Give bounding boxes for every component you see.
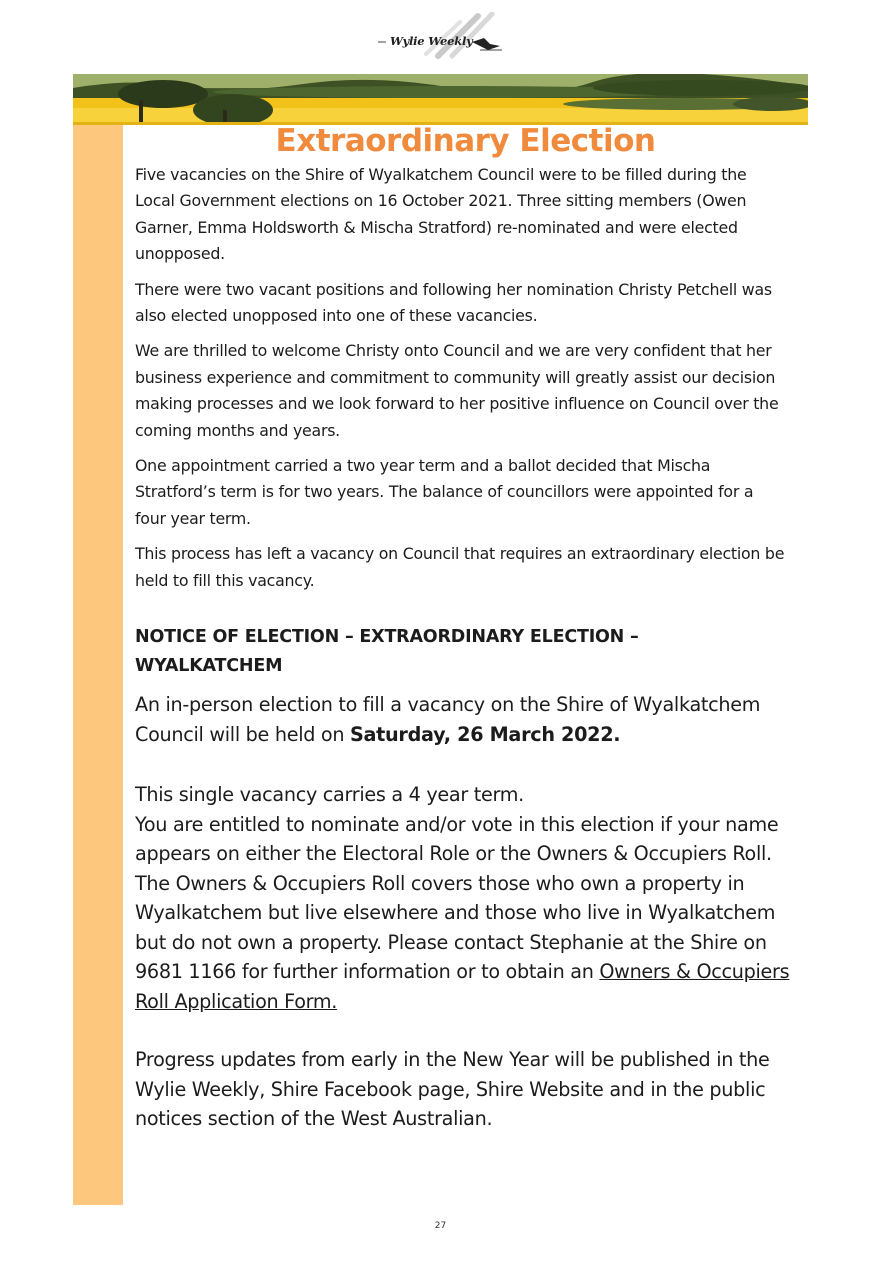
paragraph: This process has left a vacancy on Council that requires an extraordinary election be held to fill this vacancy.	[135, 544, 785, 590]
notice-term-and-body	[135, 780, 795, 1016]
eligibility-text: You are entitled to nominate and/or vote in this election if your name appears on either the Electoral Role or the Owners & Occupiers Roll. The Owners & Occupiers Roll covers those who own a property in Wyalkatchem but live elsewhere and those who live in Wyalkatchem but do not own a property. Please contact Stephanie at the Shire on 9681 1166 for further information or to obtain an	[135, 812, 779, 983]
paragraph: One appointment carried a two year term and a ballot decided that Mischa Stratford’s term is for two years. The balance of councillors were appointed for a four year term.	[135, 456, 754, 528]
paragraph: There were two vacant positions and following her nomination Christy Petchell was also elected unopposed into one of these vacancies.	[135, 279, 772, 326]
page-number: 27	[434, 1221, 447, 1231]
header-banner-image	[73, 74, 808, 125]
paragraph: Five vacancies on the Shire of Wyalkatchem Council were to be filled during the Local Government elections on 16 October 2021. Three sitting members (Owen Garner, Emma Holdsworth & Mischa Stratford) re-nominated and were elected unopposed.	[135, 165, 747, 264]
notice-heading: NOTICE OF ELECTION – EXTRAORDINARY ELECTION – WYALKATCHEM	[135, 627, 639, 676]
article-body	[135, 162, 785, 603]
notice-intro	[135, 690, 795, 749]
application-form-link[interactable]: Owners & Occupiers Roll Application Form.	[135, 960, 790, 1013]
progress-updates: Progress updates from early in the New Year will be published in the Wylie Weekly, Shire Facebook page, Shire Website and in the public notices section of the West Australian.	[135, 1048, 770, 1130]
notice-intro-text: An in-person election to fill a vacancy on the Shire of Wyalkatchem Council will be held on	[135, 693, 761, 746]
masthead-title: Wylie Weekly	[390, 34, 473, 48]
sidebar-stripe	[73, 125, 123, 1205]
page-title: Extraordinary Election	[275, 123, 656, 159]
term-text: This single vacancy carries a 4 year term.	[135, 783, 524, 806]
masthead-logo	[360, 12, 520, 64]
paragraph: We are thrilled to welcome Christy onto Council and we are very confident that her business experience and commitment to community will greatly assist our decision making processes and we look forward to her positive influence on Council over the coming months and years.	[135, 341, 779, 440]
election-date: Saturday, 26 March 2022.	[350, 722, 621, 746]
